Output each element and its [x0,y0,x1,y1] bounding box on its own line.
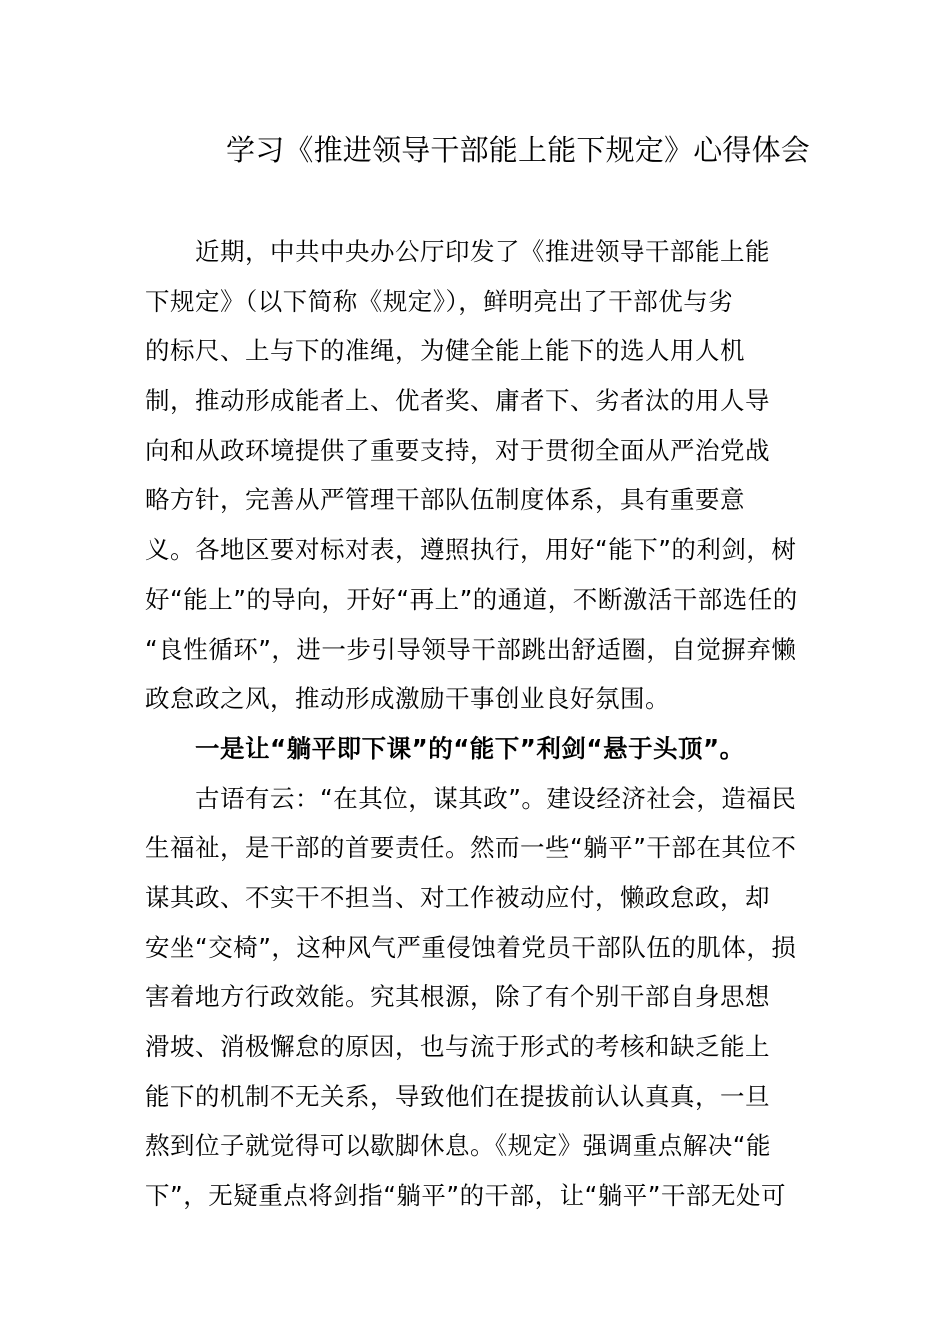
paragraph-line: 下规定》（以下简称《规定》），鲜明亮出了干部优与劣 [145,286,734,316]
document-body [145,227,805,1221]
paragraph-line: 生福祉，是干部的首要责任。然而一些“躺平”干部在其位不 [145,833,797,863]
section-heading: 一是让“躺平即下课”的“能下”利剑“悬于头顶”。 [195,733,745,763]
paragraph-line: 制，推动形成能者上、优者奖、庸者下、劣者汰的用人导 [145,386,770,416]
paragraph-line: 下”，无疑重点将剑指“躺平”的干部，让“躺平”干部无处可 [145,1181,786,1211]
paragraph-line: 安坐“交椅”，这种风气严重侵蚀着党员干部队伍的肌体，损 [145,932,797,962]
paragraph-line: 能下的机制不无关系，导致他们在提拔前认认真真，一旦 [145,1081,770,1111]
paragraph-line: 古语有云：“在其位，谋其政”。建设经济社会，造福民 [195,783,797,813]
paragraph-line: “良性循环”，进一步引导领导干部跳出舒适圈，自觉摒弃懒 [145,634,797,664]
paragraph-line: 害着地方行政效能。究其根源，除了有个别干部自身思想 [145,982,770,1012]
paragraph-line: 谋其政、不实干不担当、对工作被动应付，懒政怠政，却 [145,882,770,912]
paragraph-line: 滑坡、消极懈怠的原因，也与流于形式的考核和缺乏能上 [145,1032,770,1061]
paragraph-line: 略方针，完善从严管理干部队伍制度体系，具有重要意 [145,485,745,515]
document-title: 学习《推进领导干部能上能下规定》心得体会 [226,133,811,167]
paragraph-line: 的标尺、上与下的准绳，为健全能上能下的选人用人机 [145,336,745,366]
paragraph-line: 政怠政之风，推动形成激励干事创业良好氛围。 [145,684,670,714]
paragraph-line: 好“能上”的导向，开好“再上”的通道，不断激活干部选任的 [145,584,798,614]
paragraph-line: 义。各地区要对标对表，遵照执行，用好“能下”的利剑，树 [145,535,797,565]
paragraph-line: 熬到位子就觉得可以歇脚休息。《规定》强调重点解决“能 [145,1131,771,1161]
paragraph-line: 近期，中共中央办公厅印发了《推进领导干部能上能 [195,237,770,266]
paragraph-line: 向和从政环境提供了重要支持，对于贯彻全面从严治党战 [145,435,770,465]
